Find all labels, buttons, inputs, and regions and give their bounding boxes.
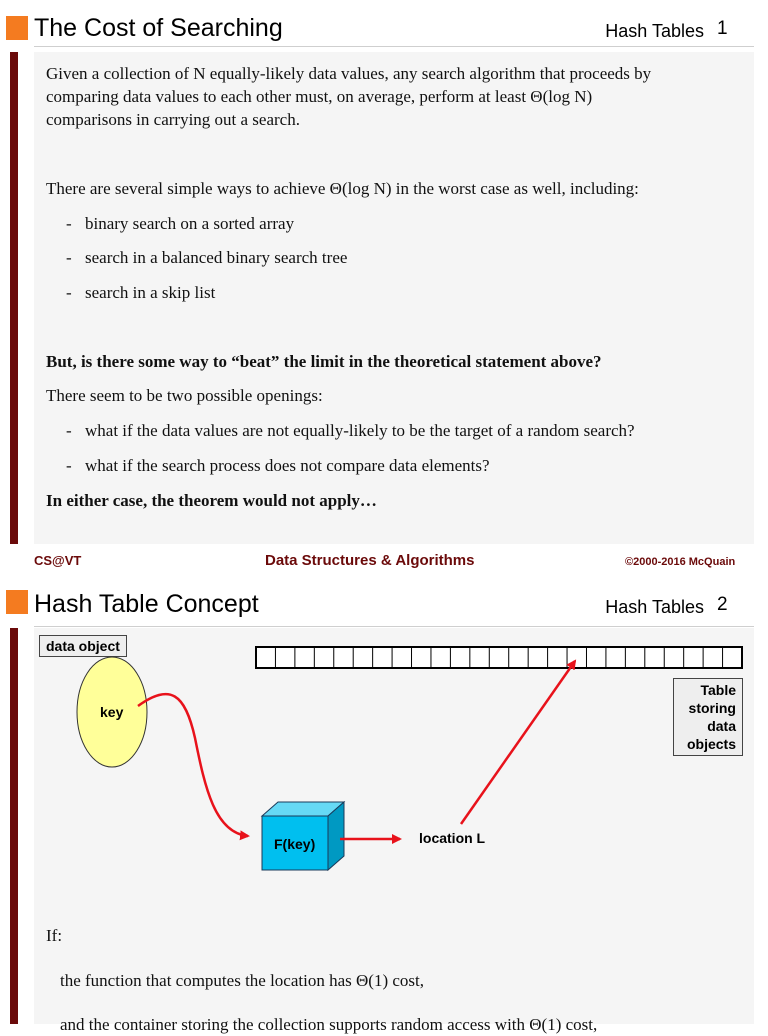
title-divider xyxy=(34,46,754,47)
condition-line: the function that computes the location has Θ(1) cost, xyxy=(60,971,424,990)
condition-line: and the container storing the collection supports random access with Θ(1) cost, xyxy=(60,1015,598,1034)
slide-title: Hash Table Concept xyxy=(34,590,259,618)
accent-bar xyxy=(10,52,18,544)
key-label: key xyxy=(100,704,124,720)
data-object-label: data object xyxy=(39,635,127,657)
table-label-line: objects xyxy=(686,736,736,752)
list-item: - what if the search process does not compare data elements? xyxy=(66,456,490,475)
key-to-function-arrow xyxy=(138,694,248,836)
title-marker xyxy=(6,16,28,40)
page-number: 1 xyxy=(717,18,728,39)
hash-table-array xyxy=(256,647,742,668)
slide-hash-table-concept xyxy=(0,588,768,1034)
list-item-text: search in a skip list xyxy=(85,283,216,302)
list-item: - binary search on a sorted array xyxy=(66,214,295,233)
conclusion-text: In either case, the theorem would not apply… xyxy=(46,491,377,510)
paragraph-line: Given a collection of N equally-likely data values, any search algorithm that proceeds by xyxy=(46,64,652,83)
if-label: If: xyxy=(46,926,63,945)
function-label: F(key) xyxy=(274,836,316,852)
slide-topic: Hash Tables xyxy=(605,21,704,41)
table-label xyxy=(673,678,743,756)
list-item-text: binary search on a sorted array xyxy=(85,214,295,233)
slide-topic: Hash Tables xyxy=(605,597,704,617)
list-item: - search in a balanced binary search tree xyxy=(66,248,348,267)
table-label-line: storing xyxy=(688,700,736,716)
paragraph-worst-case: There are several simple ways to achieve Θ(log N) in the worst case as well, including: xyxy=(46,179,639,198)
list-item: - search in a skip list xyxy=(66,283,216,302)
hash-table-outline xyxy=(256,647,742,668)
list-item-text: what if the search process does not compare data elements? xyxy=(85,456,490,475)
page-number: 2 xyxy=(717,594,728,615)
table-label-line: Table xyxy=(700,682,736,698)
location-to-table-arrow xyxy=(461,661,575,824)
table-label-line: data xyxy=(707,718,736,734)
list-item-text: search in a balanced binary search tree xyxy=(85,248,348,267)
location-label: location L xyxy=(419,830,486,846)
question-text: But, is there some way to “beat” the limit in the theoretical statement above? xyxy=(46,352,602,371)
footer-center: Data Structures & Algorithms xyxy=(265,552,475,569)
list-item-text: what if the data values are not equally-likely to be the target of a random search? xyxy=(85,421,635,440)
list-item: - what if the data values are not equally-likely to be the target of a random search? xyxy=(66,421,635,440)
paragraph-line: comparing data values to each other must, on average, perform at least Θ(log N) xyxy=(46,87,593,106)
openings-intro: There seem to be two possible openings: xyxy=(46,386,323,405)
footer-right: ©2000-2016 McQuain xyxy=(625,556,736,568)
footer-left: CS@VT xyxy=(34,553,82,568)
paragraph-line: comparisons in carrying out a search. xyxy=(46,110,300,129)
slide-title: The Cost of Searching xyxy=(34,14,283,42)
hash-diagram xyxy=(0,588,768,1024)
